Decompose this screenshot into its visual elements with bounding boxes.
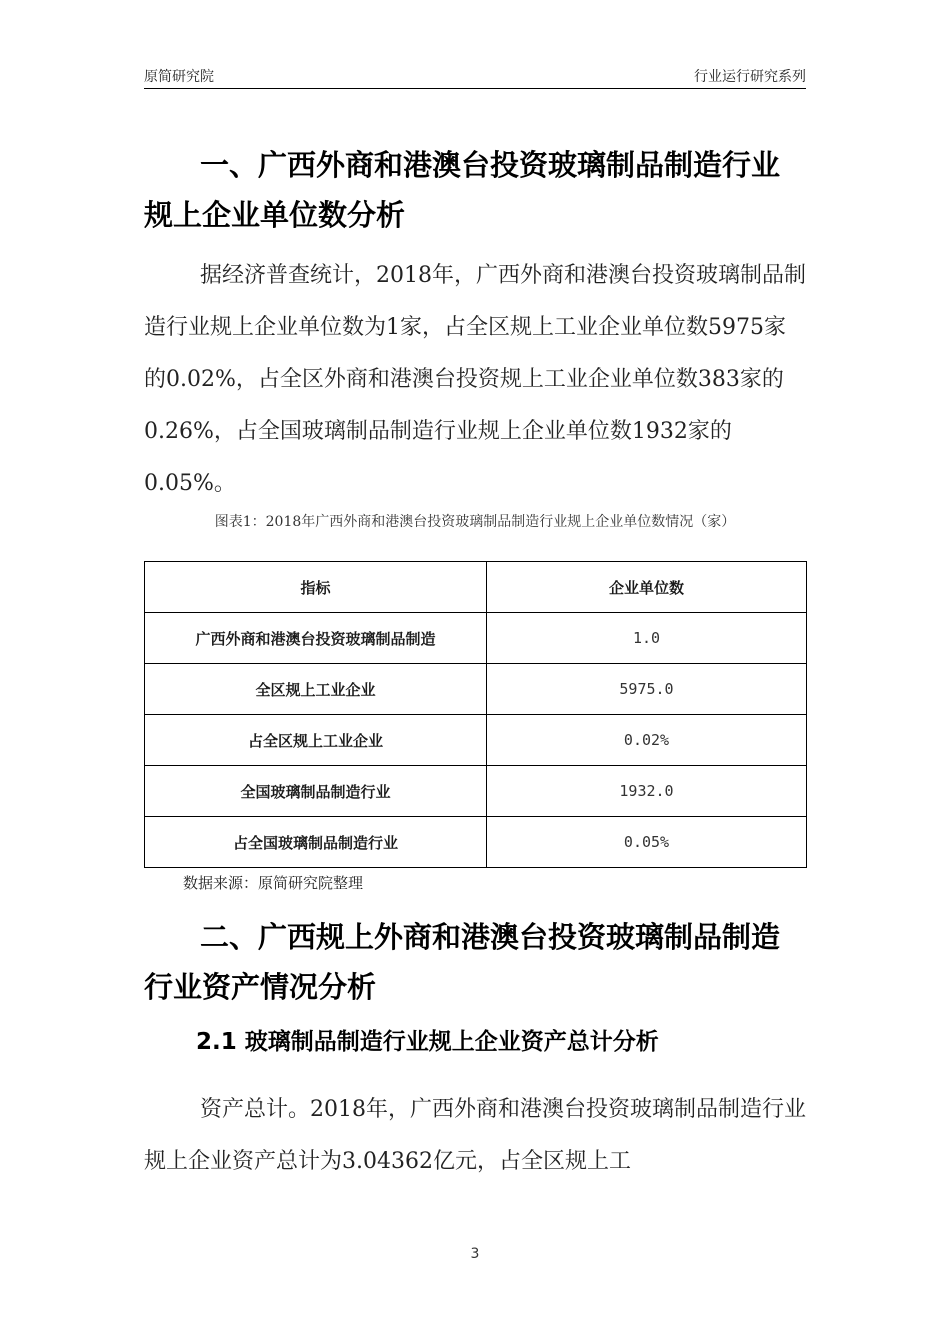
table-row-value: 1932.0 — [487, 766, 807, 817]
header-series-name: 行业运行研究系列 — [694, 69, 806, 85]
header-org-name: 原简研究院 — [144, 69, 214, 85]
section2-paragraph-text: 资产总计。2018年，广西外商和港澳台投资玻璃制品制造行业规上企业资产总计为3.04362亿元，占全区规上工 — [144, 1097, 806, 1174]
table-source-note: 数据来源：原简研究院整理 — [183, 874, 364, 892]
page-number: 3 — [470, 1246, 480, 1262]
table-row-label: 占全区规上工业企业 — [145, 715, 487, 766]
table-row-label: 全国玻璃制品制造行业 — [145, 766, 487, 817]
section1-paragraph-text: 据经济普查统计，2018年，广西外商和港澳台投资玻璃制品制造行业规上企业单位数为1家，占全区规上工业企业单位数5975家的0.02%，占全区外商和港澳台投资规上工业企业单位数383家的0.26%，占全国玻璃制品制造行业规上企业单位数1932家的0.05%。 — [144, 263, 806, 496]
section2-paragraph — [144, 1084, 806, 1188]
section2-subheading: 2.1 玻璃制品制造行业规上企业资产总计分析 — [196, 1029, 659, 1055]
table-row-value: 0.05% — [487, 817, 807, 868]
table-row-label: 广西外商和港澳台投资玻璃制品制造 — [145, 613, 487, 664]
table-row — [145, 766, 807, 817]
table-row — [145, 715, 807, 766]
header-divider — [144, 88, 806, 89]
table-header-indicator: 指标 — [145, 562, 487, 613]
section1-heading: 一、广西外商和港澳台投资玻璃制品制造行业规上企业单位数分析 — [144, 148, 781, 232]
table-row-label: 全区规上工业企业 — [145, 664, 487, 715]
table-header-count: 企业单位数 — [487, 562, 807, 613]
table-row — [145, 817, 807, 868]
section2-heading: 二、广西规上外商和港澳台投资玻璃制品制造行业资产情况分析 — [144, 920, 781, 1004]
table-row-label: 占全国玻璃制品制造行业 — [145, 817, 487, 868]
section1-paragraph — [144, 250, 806, 510]
table-row-value: 1.0 — [487, 613, 807, 664]
table-row — [145, 613, 807, 664]
table-row-value: 5975.0 — [487, 664, 807, 715]
table-row-value: 0.02% — [487, 715, 807, 766]
table-caption: 图表1：2018年广西外商和港澳台投资玻璃制品制造行业规上企业单位数情况（家） — [214, 514, 736, 530]
table-header-row — [145, 562, 807, 613]
table-row — [145, 664, 807, 715]
data-table — [144, 561, 807, 868]
